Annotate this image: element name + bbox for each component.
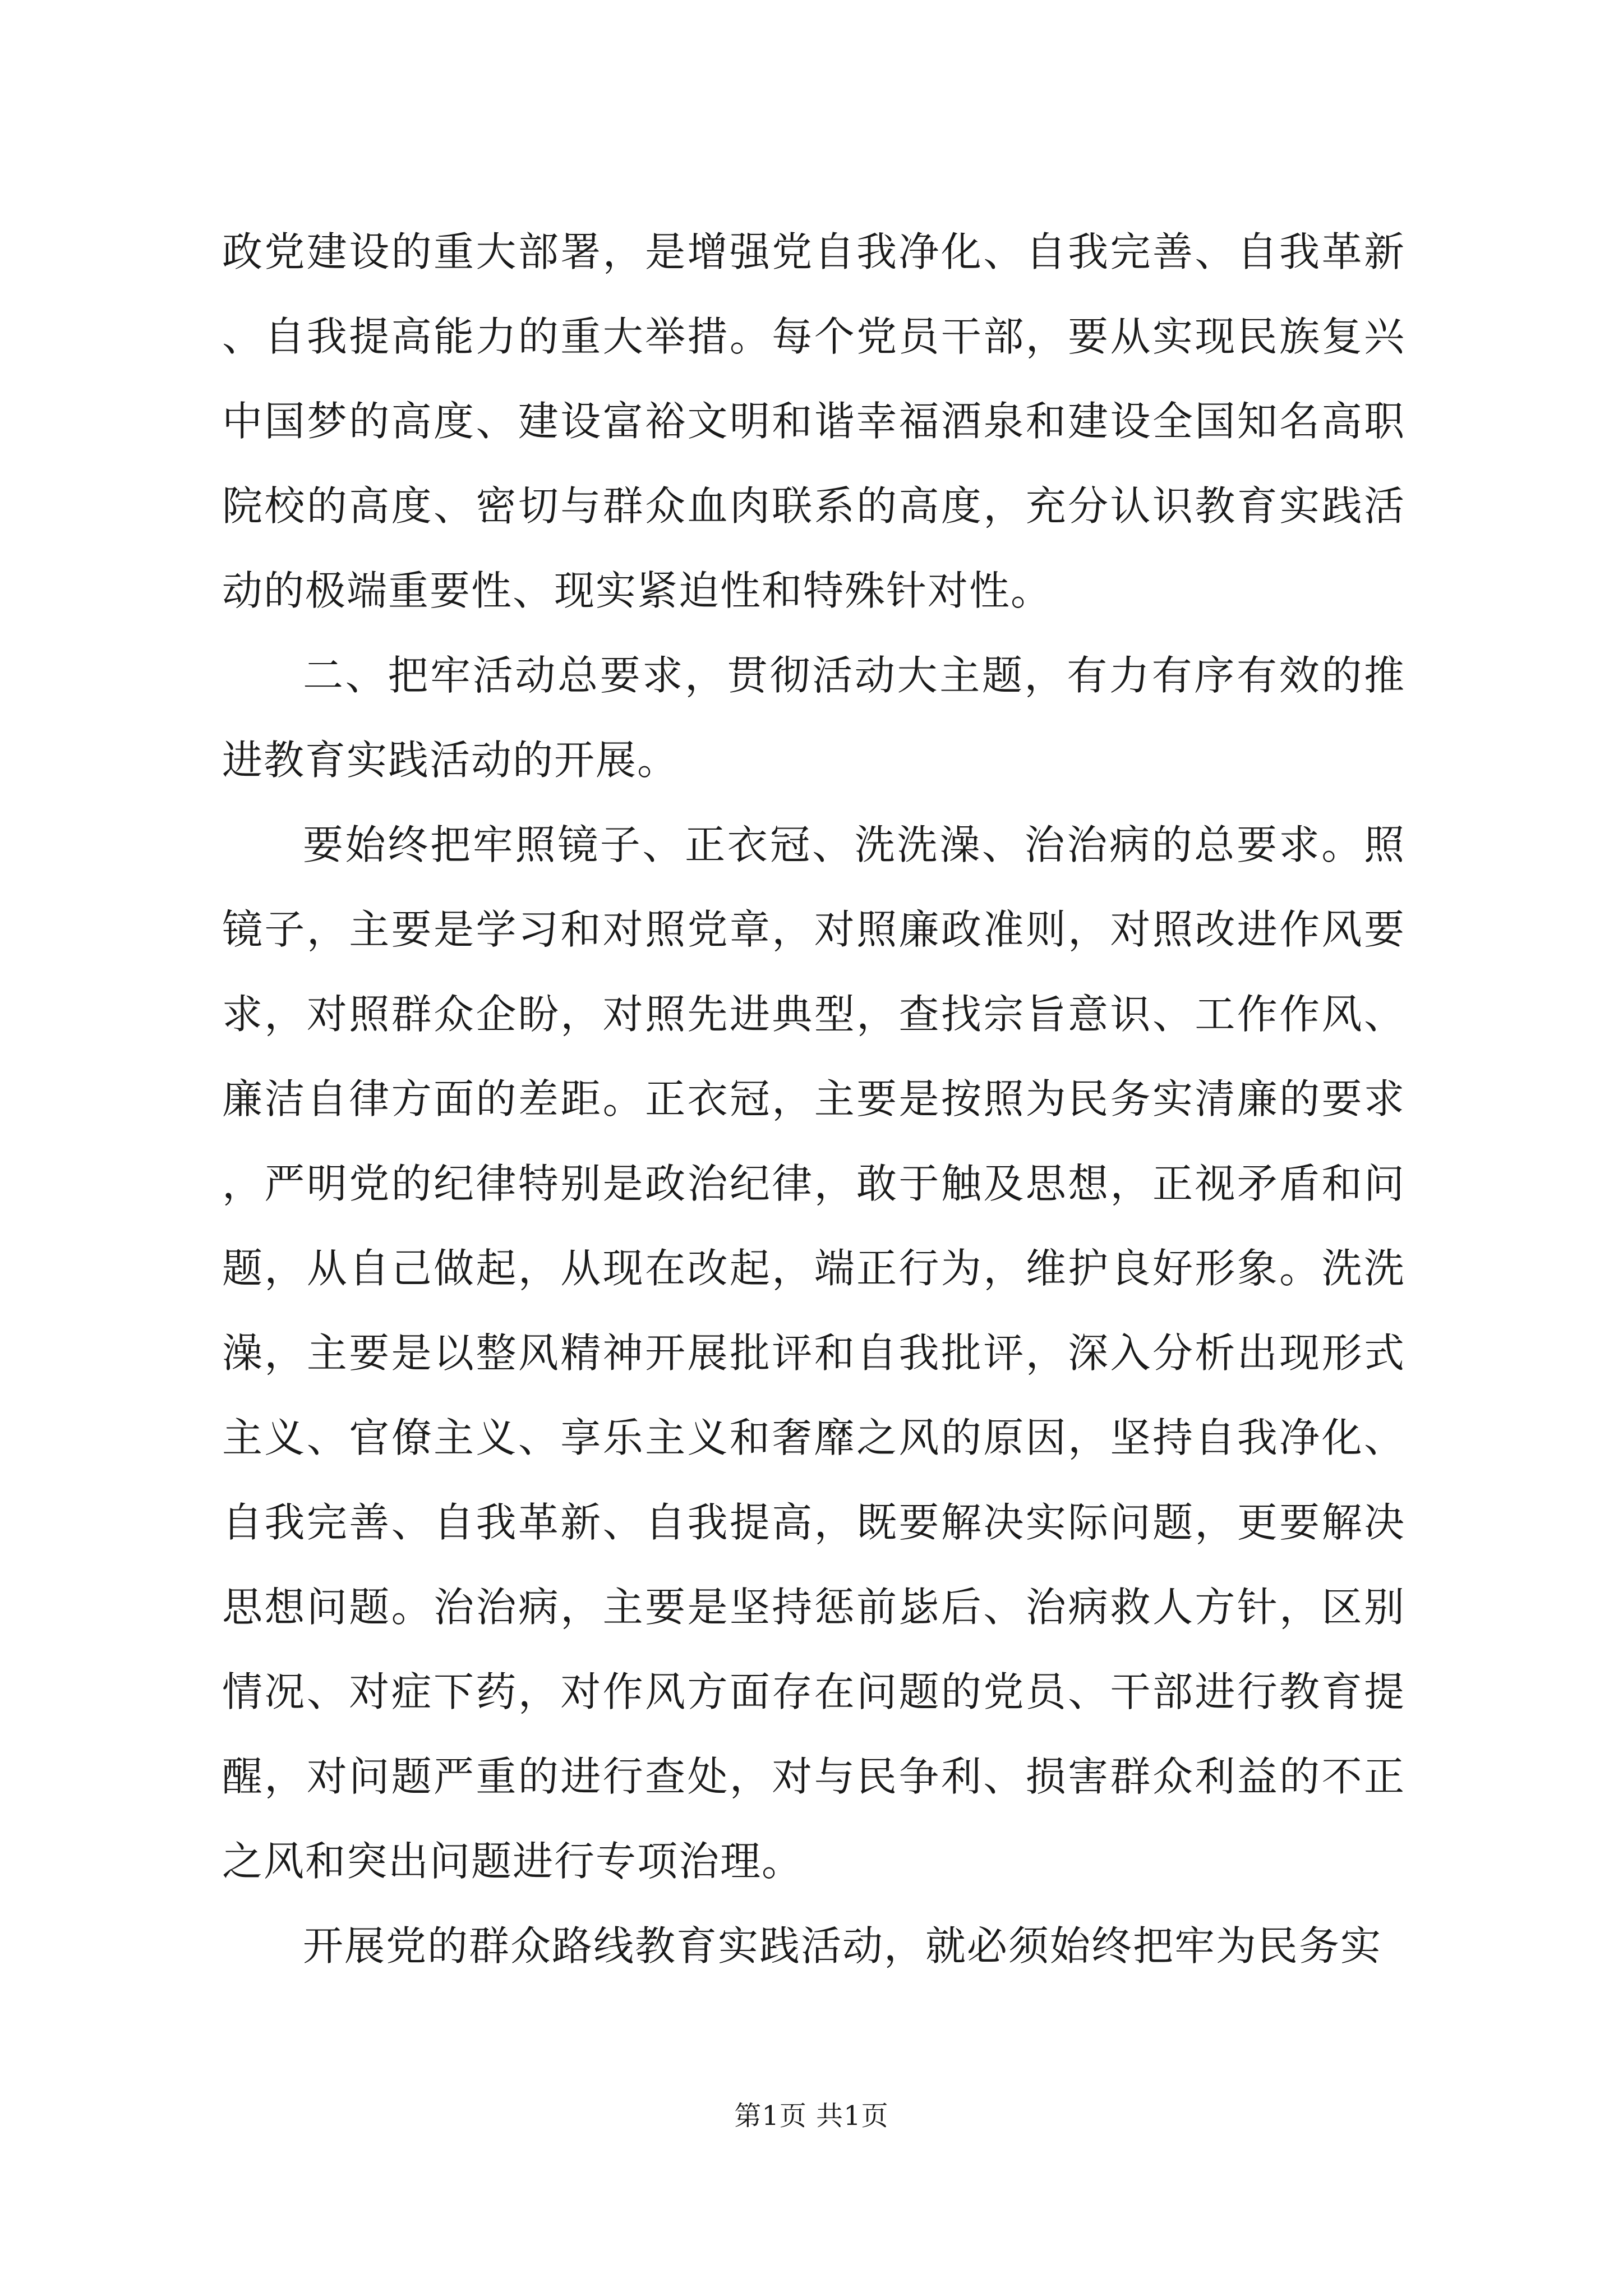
paragraph-section-heading: 二、把牢活动总要求，贯彻活动大主题，有力有序有效的推进教育实践活动的开展。	[222, 652, 1405, 784]
document-body	[222, 210, 1405, 1989]
paragraph-continuation: 政党建设的重大部署，是增强党自我净化、自我完善、自我革新、自我提高能力的重大举措。每个党员干部，要从实现民族复兴中国梦的高度、建设富裕文明和谐幸福酒泉和建设全国知名高职院校的高度、密切与群众血肉联系的高度，充分认识教育实践活动的极端重要性、现实紧迫性和特殊针对性。	[222, 228, 1405, 614]
paragraph-requirements: 要始终把牢照镜子、正衣冠、洗洗澡、治治病的总要求。照镜子，主要是学习和对照党章，对照廉政准则，对照改进作风要求，对照群众企盼，对照先进典型，查找宗旨意识、工作作风、廉洁自律方面的差距。正衣冠，主要是按照为民务实清廉的要求，严明党的纪律特别是政治纪律，敢于触及思想，正视矛盾和问题，从自己做起，从现在改起，端正行为，维护良好形象。洗洗澡，主要是以整风精神开展批评和自我批评，深入分析出现形式主义、官僚主义、享乐主义和奢靡之风的原因，坚持自我净化、自我完善、自我革新、自我提高，既要解决实际问题，更要解决思想问题。治治病，主要是坚持惩前毖后、治病救人方针，区别情况、对症下药，对作风方面存在问题的党员、干部进行教育提醒，对问题严重的进行查处，对与民争利、损害群众利益的不正之风和突出问题进行专项治理。	[222, 821, 1405, 1885]
paragraph-mass-line: 开展党的群众路线教育实践活动，就必须始终把牢为民务实	[303, 1922, 1382, 1970]
page-footer: 第1页 共1页	[734, 2100, 889, 2132]
